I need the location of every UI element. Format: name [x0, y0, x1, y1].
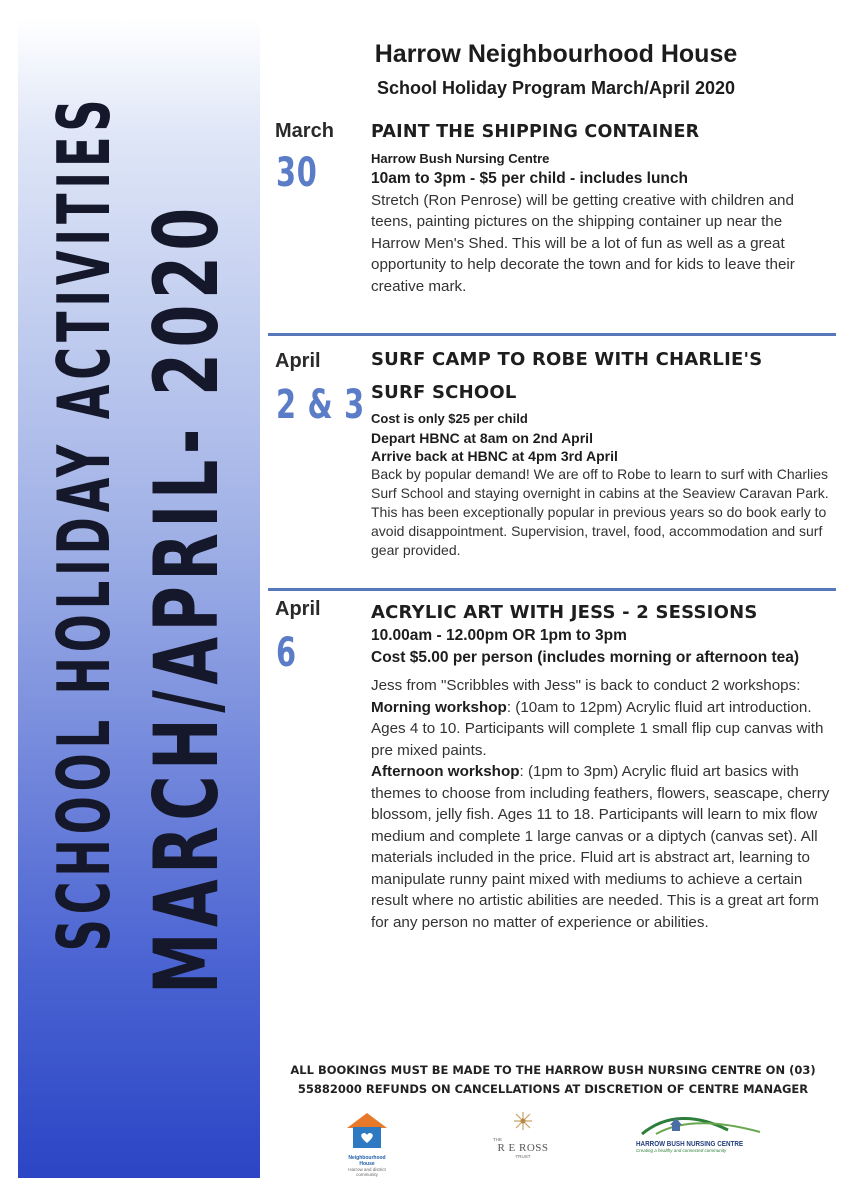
vertical-banner: [18, 18, 260, 1178]
event-title: ACRYLIC ART WITH JESS - 2 SESSIONS: [371, 602, 758, 623]
event-description: Stretch (Ron Penrose) will be getting creative with children and teens, painting pictures on the shipping container up near the Harrow Men's Shed. This will be a lot of fun as well as a great opportunity to help decorate the town and for kids to leave their creative mark.: [371, 191, 795, 295]
event-detail: 10.00am - 12.00pm OR 1pm to 3pm: [371, 627, 627, 644]
banner-line-1: SCHOOL HOLIDAY ACTIVITIES: [42, 94, 126, 952]
event-detail: Cost $5.00 per person (includes morning or afternoon tea): [371, 649, 800, 666]
event-cost: Cost is only $25 per child: [371, 411, 528, 426]
banner-line-2: MARCH/APRIL- 2020: [135, 202, 238, 994]
event-title: PAINT THE SHIPPING CONTAINER: [371, 122, 700, 142]
event-paint-container: [270, 116, 836, 332]
afternoon-workshop-label: Afternoon workshop: [371, 763, 520, 780]
re-ross-trust-logo: [483, 1110, 563, 1159]
event-month: March: [275, 120, 334, 142]
page-title: Harrow Neighbourhood House: [374, 40, 738, 68]
house-logo-caption: Neighbourhood House: [348, 1155, 386, 1167]
morning-workshop: [371, 697, 831, 762]
event-day: 30: [276, 150, 318, 196]
event-month: April: [275, 598, 321, 620]
flower-icon: [510, 1110, 536, 1132]
neighbourhood-house-logo: [343, 1110, 391, 1177]
page-subtitle: School Holiday Program March/April 2020: [376, 78, 736, 98]
booking-notice: [270, 1061, 836, 1099]
afternoon-workshop: [371, 761, 831, 933]
hbnc-logo-tagline: Creating a healthy and connected community: [636, 1148, 727, 1153]
house-icon: [343, 1110, 391, 1150]
event-detail: Depart HBNC at 8am on 2nd April: [371, 430, 593, 446]
hbnc-logo-name: HARROW BUSH NURSING CENTRE: [636, 1141, 744, 1148]
house-logo-subcaption: Harrow and district community: [348, 1167, 386, 1177]
event-intro: Jess from "Scribbles with Jess" is back to conduct 2 workshops:: [371, 677, 801, 694]
event-location: Harrow Bush Nursing Centre: [371, 151, 550, 166]
event-month: April: [275, 350, 321, 372]
ross-logo-prefix: THE: [493, 1137, 502, 1142]
booking-notice-line-2: 55882000 REFUNDS ON CANCELLATIONS AT DISCRETION OF CENTRE MANAGER: [297, 1082, 809, 1096]
event-acrylic-art: [270, 596, 836, 1036]
banner-text: [36, 28, 242, 1168]
morning-workshop-label: Morning workshop: [371, 698, 507, 716]
event-day: 6: [276, 630, 297, 676]
ross-logo-suffix: TRUST: [515, 1154, 531, 1159]
event-surf-camp: [270, 340, 836, 585]
event-description: Back by popular demand! We are off to Robe to learn to surf with Charlies Surf School and staying overnight in cabins at the Seaview Caravan Park. This has been exceptionally popular in previous years so do book early to avoid disappointment. Supervision, travel, food, accommodation and surf gear provided.: [371, 466, 829, 558]
event-title-line-2: SURF SCHOOL: [371, 382, 517, 403]
morning-workshop-text: : (10am to 12pm) Acrylic fluid art introduction. Ages 4 to 10. Participants will complete 1 small flip cup canvas with pre mixed paints.: [371, 698, 824, 759]
ross-logo-name: R E ROSS: [497, 1142, 549, 1154]
booking-notice-line-1: ALL BOOKINGS MUST BE MADE TO THE HARROW BUSH NURSING CENTRE ON (03): [290, 1063, 816, 1077]
event-title-line-1: SURF CAMP TO ROBE WITH CHARLIE'S: [371, 349, 763, 370]
event-detail: Arrive back at HBNC at 4pm 3rd April: [371, 448, 618, 464]
event-day: 2 & 3: [276, 382, 365, 428]
event-detail: 10am to 3pm - $5 per child - includes lunch: [371, 170, 688, 187]
afternoon-workshop-text: : (1pm to 3pm) Acrylic fluid art basics with themes to choose from including feathers, flowers, seascape, cherry blossom, jelly fish. Ages 11 to 18. Participants will learn to mix flow medium and complete 1 large canvas or a diptych (canvas set). All materials included in the price. Fluid art is abstract art, learning to manipulate runny paint mixed with mediums to achieve a certain result where no artistic abilities are needed. This is a great art form for any person no matter of experience or abilities.: [371, 763, 830, 931]
section-divider: [268, 333, 836, 336]
hbnc-logo: [636, 1110, 766, 1153]
section-divider: [268, 588, 836, 591]
hills-icon: [636, 1110, 766, 1136]
sponsor-logos: [270, 1110, 836, 1177]
